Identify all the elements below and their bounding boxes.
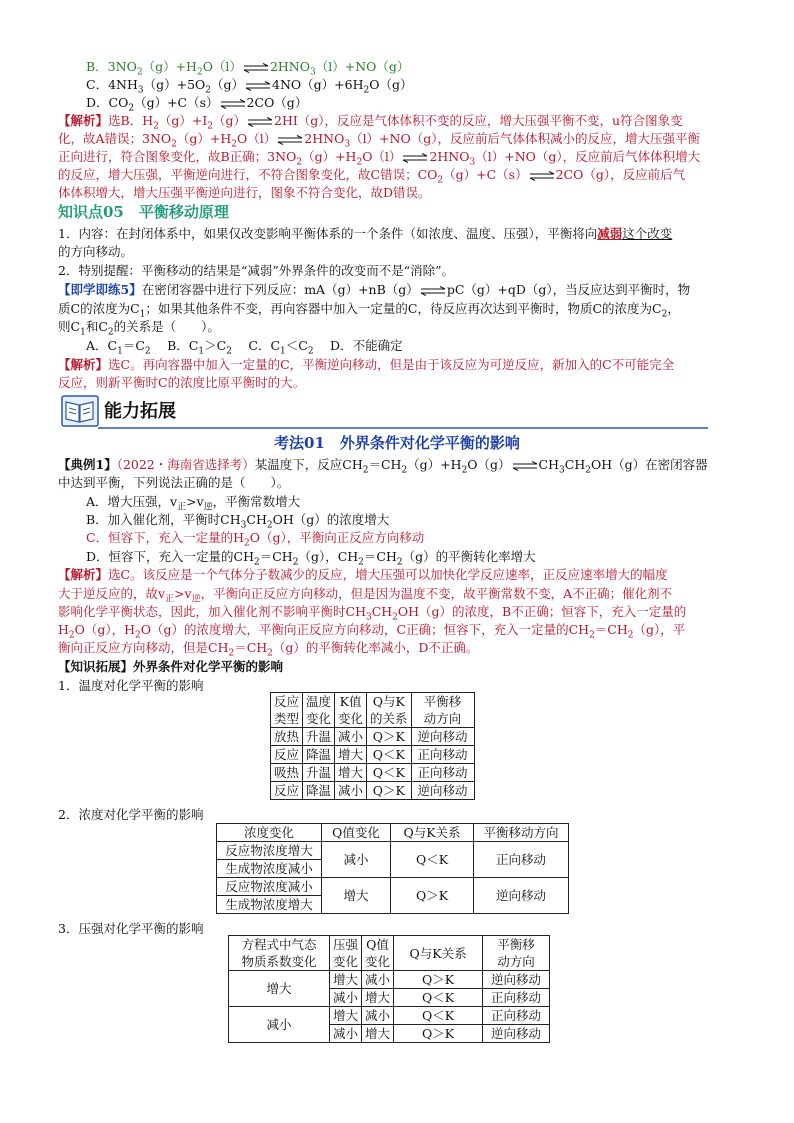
table-cell: Q＞K xyxy=(394,971,483,989)
table-cell: 减小 xyxy=(229,1007,330,1043)
subsection-concentration: 2．浓度对化学平衡的影响 xyxy=(58,807,204,822)
table-cell: 反应物浓度增大 xyxy=(217,842,322,860)
table-row xyxy=(217,878,569,896)
temperature-table xyxy=(270,692,475,800)
table-header-cell: 压强 变化 xyxy=(330,936,362,971)
table-cell: 逆向移动 xyxy=(474,878,569,914)
equilibrium-arrow-icon xyxy=(529,171,555,181)
practice-5-analysis-1: 【解析】选C。再向容器中加入一定量的C，平衡逆向移动，但是由于该反应为可逆反应，新加入的C不可能完全 xyxy=(58,357,675,372)
table-cell: 增大 xyxy=(229,971,330,1007)
equilibrium-arrow-icon xyxy=(220,99,246,109)
table-row xyxy=(217,842,569,860)
table-header-cell: Q与K关系 xyxy=(394,936,483,971)
equilibrium-arrow-icon xyxy=(243,63,269,73)
equilibrium-arrow-icon xyxy=(277,135,303,145)
table-cell: 生成物浓度减小 xyxy=(217,860,322,878)
table-cell: Q＜K xyxy=(367,764,412,782)
table-row xyxy=(229,971,550,989)
equilibrium-arrow-icon xyxy=(420,286,446,296)
table-cell: Q＜K xyxy=(367,746,412,764)
table-header-row xyxy=(217,824,569,842)
table-row xyxy=(271,764,475,782)
table-cell: Q＞K xyxy=(391,878,474,914)
table-cell: 增大 xyxy=(330,971,362,989)
practice-5-analysis-2: 反应，则新平衡时C的浓度比原平衡时的大。 xyxy=(58,375,306,390)
option-d: D．$CO_2(g)+C(s)$ 2CO（g） xyxy=(86,95,308,114)
table-header-cell: 温度 变化 xyxy=(303,693,335,728)
table-header-cell: 反应 类型 xyxy=(271,693,303,728)
example-1-analysis-3: 影响化学平衡状态，因此，加入催化剂不影响平衡时$CH_3CH_2OH(g)$的浓度，B不正确；恒容下，充入一定量的 xyxy=(58,604,687,623)
table-cell: 减小 xyxy=(330,1025,362,1043)
example-1-analysis-2: 大于逆反应的，故$v_正>v_逆$，平衡向正反应方向移动，但是因为温度不变，故平衡常数不变，A不正确；催化剂不 xyxy=(58,586,673,605)
table-row xyxy=(229,1007,550,1025)
practice-5-options: A．$C_1=C_2$ B．$C_1>C_2$ C．$C_1<C_2$ D．不能确定 xyxy=(86,338,403,357)
table-cell: 增大 xyxy=(330,1007,362,1025)
section-header xyxy=(60,392,710,432)
table-cell: 减小 xyxy=(335,728,367,746)
table-header-cell: Q与K关系 xyxy=(391,824,474,842)
option-b: B．$3NO_2(g)+H_2O(l)$ $2HNO_3(l)+NO(g)$ xyxy=(86,59,410,78)
example-1-analysis-5: 衡向正反应方向移动，但是$CH_2=CH_2(g)$的平衡转化率减小，D不正确。 xyxy=(58,640,479,659)
table-cell: 正向移动 xyxy=(411,746,474,764)
method-title: 考法01 外界条件对化学平衡的影响 xyxy=(274,434,520,452)
table-cell: Q＞K xyxy=(367,728,412,746)
table-cell: 增大 xyxy=(335,746,367,764)
table-cell: 升温 xyxy=(303,764,335,782)
equilibrium-arrow-icon xyxy=(402,153,428,163)
table-cell: 正向移动 xyxy=(474,842,569,878)
table-cell: 反应物浓度减小 xyxy=(217,878,322,896)
table-cell: 升温 xyxy=(303,728,335,746)
example-1-analysis-1: 【解析】选C。该反应是一个气体分子数减少的反应，增大压强可以加快化学反应速率，正反应速率增大的幅度 xyxy=(58,567,668,582)
section-title-kp05: 知识点05 平衡移动原理 xyxy=(58,203,229,221)
table-header-cell: 平衡移动方向 xyxy=(474,824,569,842)
section-heading: 能力拓展 xyxy=(104,401,176,422)
option-c: C．$4NH_3(g)+5O_2(g)$ $4NO(g)+6H_2O(g)$ xyxy=(86,77,413,96)
table-row xyxy=(271,746,475,764)
table-cell: 增大 xyxy=(335,764,367,782)
table-header-row xyxy=(229,936,550,971)
table-header-cell: 方程式中气态 物质系数变化 xyxy=(229,936,330,971)
table-cell: 增大 xyxy=(322,878,391,914)
table-header-cell: Q值 变化 xyxy=(362,936,394,971)
table-cell: 正向移动 xyxy=(411,764,474,782)
table-cell: Q＜K xyxy=(394,1007,483,1025)
analysis-line-4: 的反应，增大压强，平衡逆向进行，不符合图象变化，故C错误；$CO_2(g)+C(s)$ 2CO（g），反应前后气 xyxy=(58,167,686,186)
table-cell: 正向移动 xyxy=(483,989,550,1007)
practice-5-line-2: 质C的浓度为$C_1$；如果其他条件不变，再向容器中加入一定量的C，待反应再次达到平衡时，物质C的浓度为$C_2$， xyxy=(58,301,680,320)
table-cell: 降温 xyxy=(303,782,335,800)
analysis-line-1: 【解析】选B．$H_2(g)+I_2(g)$ 2HI（g），反应是气体体积不变的反应，增大压强平衡不变，u符合图象变 xyxy=(58,113,683,132)
table-cell: 正向移动 xyxy=(483,1007,550,1025)
example-1-analysis-4: $H_2O(g)$，$H_2O(g)$的浓度增大，平衡向正反应方向移动，C正确；恒容下，充入一定量的$CH_2=CH_2(g)$，平 xyxy=(58,622,686,641)
table-cell: Q＜K xyxy=(394,989,483,1007)
table-header-row xyxy=(271,693,475,728)
table-cell: 逆向移动 xyxy=(411,782,474,800)
table-cell: 减小 xyxy=(335,782,367,800)
table-cell: 减小 xyxy=(330,989,362,1007)
table-header-cell: 平衡移 动方向 xyxy=(483,936,550,971)
kp05-para-1: 1．内容：在封闭体系中，如果仅改变影响平衡体系的一个条件（如浓度、温度、压强），平衡将向减弱这个改变 xyxy=(58,226,673,241)
table-header-cell: 浓度变化 xyxy=(217,824,322,842)
pressure-table xyxy=(228,935,550,1043)
example-1-option-b: B．加入催化剂，平衡时$CH_3CH_2OH(g)$的浓度增大 xyxy=(86,512,390,531)
table-cell: 逆向移动 xyxy=(483,971,550,989)
table-cell: 反应 xyxy=(271,782,303,800)
example-1-option-c: C．恒容下，充入一定量的$H_2O(g)$，平衡向正反应方向移动 xyxy=(86,530,425,549)
practice-5-line-1: 【即学即练5】在密闭容器中进行下列反应：mA（g）+nB（g） pC（g）+qD（g），当反应达到平衡时，物 xyxy=(58,282,691,297)
table-cell: 生成物浓度增大 xyxy=(217,896,322,914)
example-1-line-1: 【典例1】（2022・海南省选择考）某温度下，反应$CH_2=CH_2(g)+H_2O(g)$ $CH_3CH_2OH(g)$在密闭容器 xyxy=(58,457,708,476)
table-cell: 增大 xyxy=(362,989,394,1007)
table-row xyxy=(271,782,475,800)
table-cell: 减小 xyxy=(362,971,394,989)
knowledge-extension-title: 【知识拓展】外界条件对化学平衡的影响 xyxy=(58,659,284,674)
table-cell: 逆向移动 xyxy=(411,728,474,746)
table-header-cell: K值 变化 xyxy=(335,693,367,728)
table-cell: 减小 xyxy=(362,1007,394,1025)
table-cell: Q＞K xyxy=(367,782,412,800)
equilibrium-arrow-icon xyxy=(247,117,273,127)
table-cell: 放热 xyxy=(271,728,303,746)
table-cell: 逆向移动 xyxy=(483,1025,550,1043)
table-cell: 增大 xyxy=(362,1025,394,1043)
kp05-para-2: 2．特别提醒：平衡移动的结果是“减弱”外界条件的改变而不是“消除”。 xyxy=(58,263,455,278)
table-cell: 吸热 xyxy=(271,764,303,782)
example-1-line-2: 中达到平衡，下列说法正确的是（ ）。 xyxy=(58,475,290,490)
example-1-option-d: D．恒容下，充入一定量的$CH_2=CH_2(g)$，$CH_2=CH_2(g)$的平衡转化率增大 xyxy=(86,549,536,568)
table-header-cell: Q值变化 xyxy=(322,824,391,842)
equilibrium-arrow-icon xyxy=(245,81,271,91)
example-1-option-a: A．增大压强，$v_正>v_逆$，平衡常数增大 xyxy=(86,494,301,513)
analysis-line-2: 化，故A错误；$3NO_2(g)+H_2O(l)$ $2HNO_3(l)+NO(g)$，反应前后气体体积减小的反应，增大压强平衡 xyxy=(58,131,700,150)
equilibrium-arrow-icon xyxy=(512,461,538,471)
table-cell: 减小 xyxy=(322,842,391,878)
table-cell: 降温 xyxy=(303,746,335,764)
table-cell: Q＞K xyxy=(394,1025,483,1043)
table-header-cell: 平衡移 动方向 xyxy=(411,693,474,728)
table-cell: Q＜K xyxy=(391,842,474,878)
table-header-cell: Q与K 的关系 xyxy=(367,693,412,728)
analysis-line-5: 体体积增大，增大压强平衡逆向进行，图象不符合变化，故D错误。 xyxy=(58,185,431,200)
kp05-para-1b: 的方向移动。 xyxy=(58,244,134,259)
subsection-pressure: 3．压强对化学平衡的影响 xyxy=(58,921,204,936)
table-cell: 反应 xyxy=(271,746,303,764)
table-row xyxy=(271,728,475,746)
practice-5-line-3: 则$C_1$和$C_2$的关系是（ ）。 xyxy=(58,319,220,338)
concentration-table xyxy=(216,823,569,914)
analysis-line-3: 正向进行，符合图象变化，故B正确；$3NO_2(g)+H_2O(l)$ $2HNO_3(l)+NO(g)$，反应前后气体体积增大 xyxy=(58,149,701,168)
subsection-temperature: 1．温度对化学平衡的影响 xyxy=(58,678,204,693)
